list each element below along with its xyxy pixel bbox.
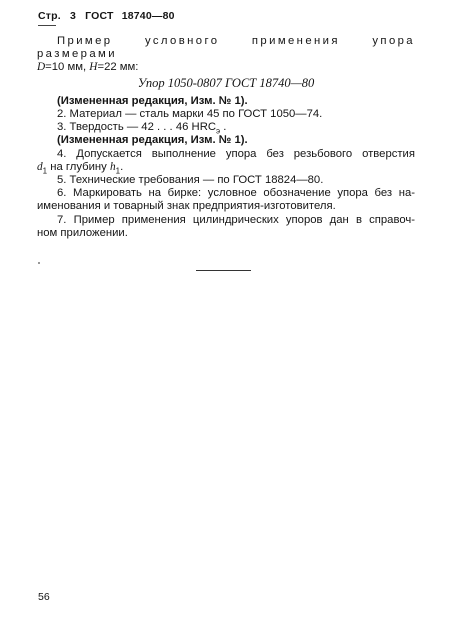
document-body [37, 35, 415, 240]
standard-name: ГОСТ [85, 10, 114, 22]
section-separator [196, 270, 251, 271]
scan-speck [38, 262, 40, 264]
item-4-line-1: 4. Допускается выполнение упора без резьбового отверстия [57, 147, 415, 160]
standard-code: 18740—80 [121, 10, 175, 22]
item-3-sub: э [216, 126, 221, 136]
sub-h: 1 [115, 166, 121, 176]
eq-H: =22 мм: [97, 61, 139, 74]
example-line-2 [37, 61, 415, 74]
var-D: D [37, 61, 46, 74]
item-6-line-2: именования и товарный знак предприятия-изготовителя. [37, 200, 336, 213]
item-4-mid: на глубину [47, 160, 110, 173]
item-4-line-2 [37, 161, 415, 174]
eq-D: =10 мм, [45, 61, 90, 74]
item-7-line-2: ном приложении. [37, 226, 128, 239]
designation-formula: Упор 1050-0807 ГОСТ 18740—80 [137, 75, 315, 90]
item-4-end: . [120, 160, 124, 173]
page-label: Стр. [38, 10, 61, 22]
item-5-requirements: 5. Технические требования — по ГОСТ 18824—80. [57, 174, 324, 187]
item-6-line-1: 6. Маркировать на бирке: условное обозначение упора без на- [57, 187, 415, 200]
header-underline [38, 25, 56, 26]
example-line-1: Пример условного применения упора размерами [37, 35, 415, 61]
amendment-note-1: (Измененная редакция, Изм. № 1). [57, 94, 248, 107]
var-H: H [89, 61, 98, 74]
var-d: d [37, 160, 43, 173]
item-3-end: . [220, 121, 227, 134]
var-h: h [109, 160, 116, 173]
sub-d: 1 [42, 166, 48, 176]
page-index: 3 [69, 10, 77, 22]
amendment-note-2: (Измененная редакция, Изм. № 1). [57, 134, 248, 147]
page-header [38, 10, 181, 22]
page-number: 56 [38, 591, 50, 603]
item-3-hardness [37, 121, 415, 134]
item-3-text: 3. Твердость — 42 . . . 46 HRC [57, 121, 217, 134]
item-7-line-1: 7. Пример применения цилиндрических упоров дан в справоч- [57, 213, 415, 226]
item-2-material: 2. Материал — сталь марки 45 по ГОСТ 1050—74. [57, 108, 323, 121]
